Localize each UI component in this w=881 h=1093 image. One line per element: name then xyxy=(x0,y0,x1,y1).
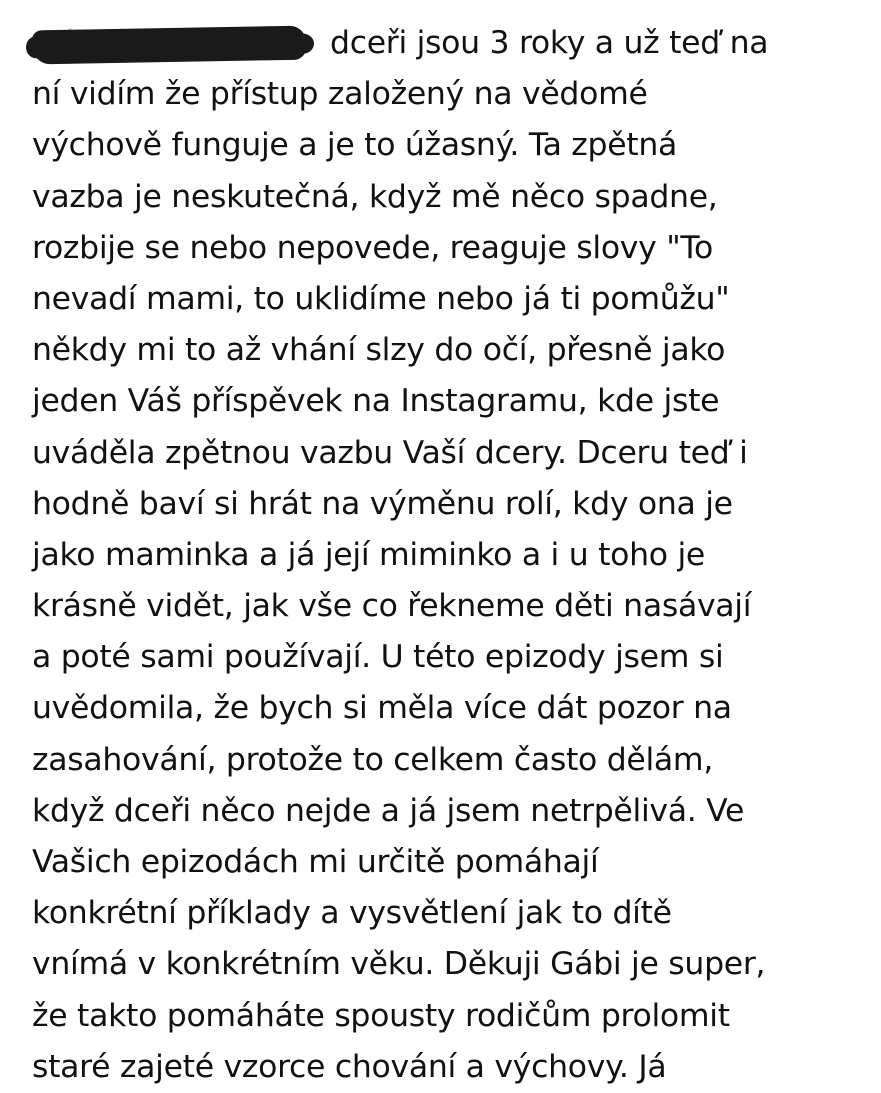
comment-line: uváděla zpětnou vazbu Vaší dcery. Dceru teď i xyxy=(32,434,748,471)
comment-line: a poté sami používají. U této epizody jsem si xyxy=(32,639,724,676)
comment-line: ní vidím že přístup založený na vědomé xyxy=(32,76,648,113)
comment-line: rozbije se nebo nepovede, reaguje slovy "To xyxy=(32,229,713,266)
comment-text xyxy=(32,18,867,1093)
comment-line: konkrétní příklady a vysvětlení jak to dítě xyxy=(32,895,672,932)
comment-line: uvědomila, že bych si měla více dát pozor na xyxy=(32,690,732,727)
comment-line: někdy mi to až vhání slzy do očí, přesně jako xyxy=(32,332,726,369)
comment-line: zasahování, protože to celkem často dělám, xyxy=(32,741,714,778)
comment-line: vnímá v konkrétním věku. Děkuji Gábi je super, xyxy=(32,946,766,983)
comment-line: vazba je neskutečná, když mě něco spadne, xyxy=(32,178,718,215)
comment-line: Vašich epizodách mi určitě pomáhají xyxy=(32,844,599,880)
comment-line: že takto pomáháte spousty rodičům prolomit xyxy=(32,997,730,1034)
comment-line: výchově funguje a je to úžasný. Ta zpětná xyxy=(32,127,678,164)
comment-line xyxy=(32,18,867,69)
redaction-scribble xyxy=(32,26,307,65)
comment-line: jako maminka a já její miminko a i u toho je xyxy=(32,536,705,573)
comment-line: nevadí mami, to uklidíme nebo já ti pomůžu" xyxy=(32,280,730,317)
comment-line: hodně baví si hrát na výměnu rolí, kdy ona je xyxy=(32,485,733,522)
comment-line: krásně vidět, jak vše co řekneme děti nasávají xyxy=(32,588,752,625)
comment-line: staré zajeté vzorce chování a výchovy. Já xyxy=(32,1048,667,1085)
comment-line: když dceři něco nejde a já jsem netrpělivá. Ve xyxy=(32,792,745,829)
redacted-author-name xyxy=(32,24,308,64)
comment-line: jeden Váš příspěvek na Instagramu, kde jste xyxy=(32,383,720,420)
comment-line-text: dceři jsou 3 roky a už teď na xyxy=(330,25,769,61)
